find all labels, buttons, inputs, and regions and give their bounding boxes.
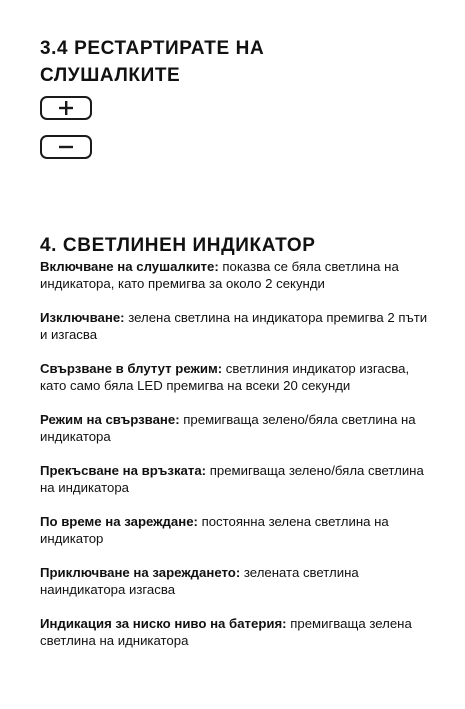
section-title-indicator: 4. СВЕТЛИНЕН ИНДИКАТОР (40, 235, 316, 256)
entry-label: Приключване на зареждането: (40, 565, 241, 580)
entry-label: Режим на свързване: (40, 412, 180, 427)
entry-text: светлиния индикатор изгасва, като само бяла LED премигва на всеки 20 секунди (40, 361, 410, 393)
entry-text: зелената светлина наиндикатора изгасва (40, 565, 359, 597)
entry-label: Включване на слушалките: (40, 259, 219, 274)
entry-charging (40, 513, 435, 547)
entry-pairing-mode (40, 411, 435, 445)
entry-bluetooth-connected (40, 360, 435, 394)
entry-text: показва се бяла светлина на индикатора, като премигва за около 2 секунди (40, 259, 399, 291)
entry-charge-complete (40, 564, 435, 598)
entry-text: премигваща зелена светлина на идникатора (40, 616, 412, 648)
entry-power-off (40, 309, 435, 343)
volume-down-button (40, 135, 92, 159)
plus-icon (58, 100, 74, 116)
entry-text: премигваща зелено/бяла светлина на индикатора (40, 412, 416, 444)
entry-label: Индикация за ниско ниво на батерия: (40, 616, 287, 631)
volume-up-button (40, 96, 92, 120)
entry-label: Изключване: (40, 310, 125, 325)
indicator-entries-list (40, 258, 435, 649)
entry-label: По време на зареждане: (40, 514, 198, 529)
minus-icon (58, 139, 74, 155)
entry-text: премигваща зелено/бяла светлина на индикатора (40, 463, 424, 495)
entry-text: зелена светлина на индикатора премигва 2 пъти и изгасва (40, 310, 428, 342)
entry-text: постоянна зелена светлина на индикатор (40, 514, 389, 546)
entry-low-battery (40, 615, 435, 649)
entry-label: Свързване в блутут режим: (40, 361, 223, 376)
section-title-restart: 3.4 РЕСТАРТИРАТЕ НА СЛУШАЛКИТЕ (40, 38, 265, 86)
entry-power-on (40, 258, 435, 292)
entry-label: Прекъсване на връзката: (40, 463, 207, 478)
entry-disconnect (40, 462, 435, 496)
